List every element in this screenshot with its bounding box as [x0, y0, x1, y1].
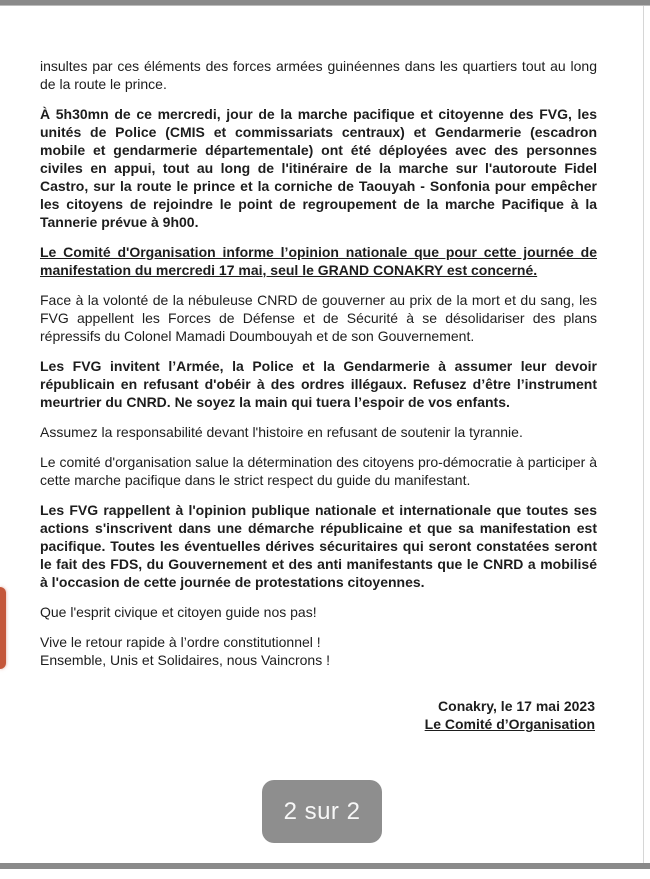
page-separator-bottom: [0, 863, 650, 869]
closing-slogans: [40, 633, 597, 669]
signature-block: [40, 697, 597, 733]
paragraph-rappel-opinion: Les FVG rappellent à l'opinion publique nationale et internationale que toutes ses actions s'inscrivent dans une démarche républicaine et que sa manifestation est pacifique. Toutes les éventuelles dérives sécuritaires qui seront constatées seront le fait des FDS, du Gouvernement et des anti manifestants que le CNRD a mobilisé à l'occasion de cette journée de protestations citoyennes.: [40, 502, 597, 590]
paragraph-salutation-citoyens: Le comité d'organisation salue la détermination des citoyens pro-démocratie à participer à cette marche pacifique dans le strict respect du guide du manifestant.: [40, 454, 597, 488]
document-page: [40, 57, 597, 733]
closing-line-constitutionnel: Vive le retour rapide à l’ordre constitutionnel !: [40, 634, 321, 650]
signature-signer: Le Comité d’Organisation: [424, 716, 595, 732]
paragraph-responsabilite: Assumez la responsabilité devant l'histoire en refusant de soutenir la tyrannie.: [40, 424, 523, 440]
page-number-label: 2 sur 2: [283, 797, 361, 825]
page-number-badge: [262, 780, 382, 843]
left-edge-tab[interactable]: [0, 587, 6, 669]
paragraph-cnrd-volonte: Face à la volonté de la nébuleuse CNRD de gouverner au prix de la mort et du sang, les FVG appellent les Forces de Défense et de Sécurité à se désolidariser des plans répressifs du Colonel Mamadi Doumbouyah et de son Gouvernement.: [40, 292, 597, 344]
paragraph-esprit-civique: Que l'esprit civique et citoyen guide nos pas!: [40, 604, 317, 620]
paragraph-invitation-armee: Les FVG invitent l’Armée, la Police et la Gendarmerie à assumer leur devoir républicain en refusant d'obéir à des ordres illégaux. Refusez d’être l’instrument meurtrier du CNRD. Ne soyez la main qui tuera l’espoir de vos enfants.: [40, 358, 597, 410]
closing-line-vaincrons: Ensemble, Unis et Solidaires, nous Vaincrons !: [40, 652, 330, 668]
signature-dateline: Conakry, le 17 mai 2023: [438, 698, 595, 714]
page-separator-top: [0, 0, 650, 6]
paragraph-deployment: À 5h30mn de ce mercredi, jour de la marche pacifique et citoyenne des FVG, les unités de Police (CMIS et commissariats centraux) et Gendarmerie (escadron mobile et gendarmerie départementale) ont été déployées avec des personnes civiles en appui, tout au long de l'itinéraire de la marche sur l'autoroute Fidel Castro, sur la route le prince et la corniche de Taouyah - Sonfonia pour empêcher les citoyens de rejoindre le point de regroupement de la marche Pacifique à la Tannerie prévue à 9h00.: [40, 106, 597, 230]
paragraph-grand-conakry-notice: Le Comité d'Organisation informe l’opinion nationale que pour cette journée de manifestation du mercredi 17 mai, seul le GRAND CONAKRY est concerné.: [40, 244, 597, 278]
paragraph-route-prince: insultes par ces éléments des forces armées guinéennes dans les quartiers tout au long de la route le prince.: [40, 58, 597, 92]
page-right-edge: [643, 6, 644, 863]
